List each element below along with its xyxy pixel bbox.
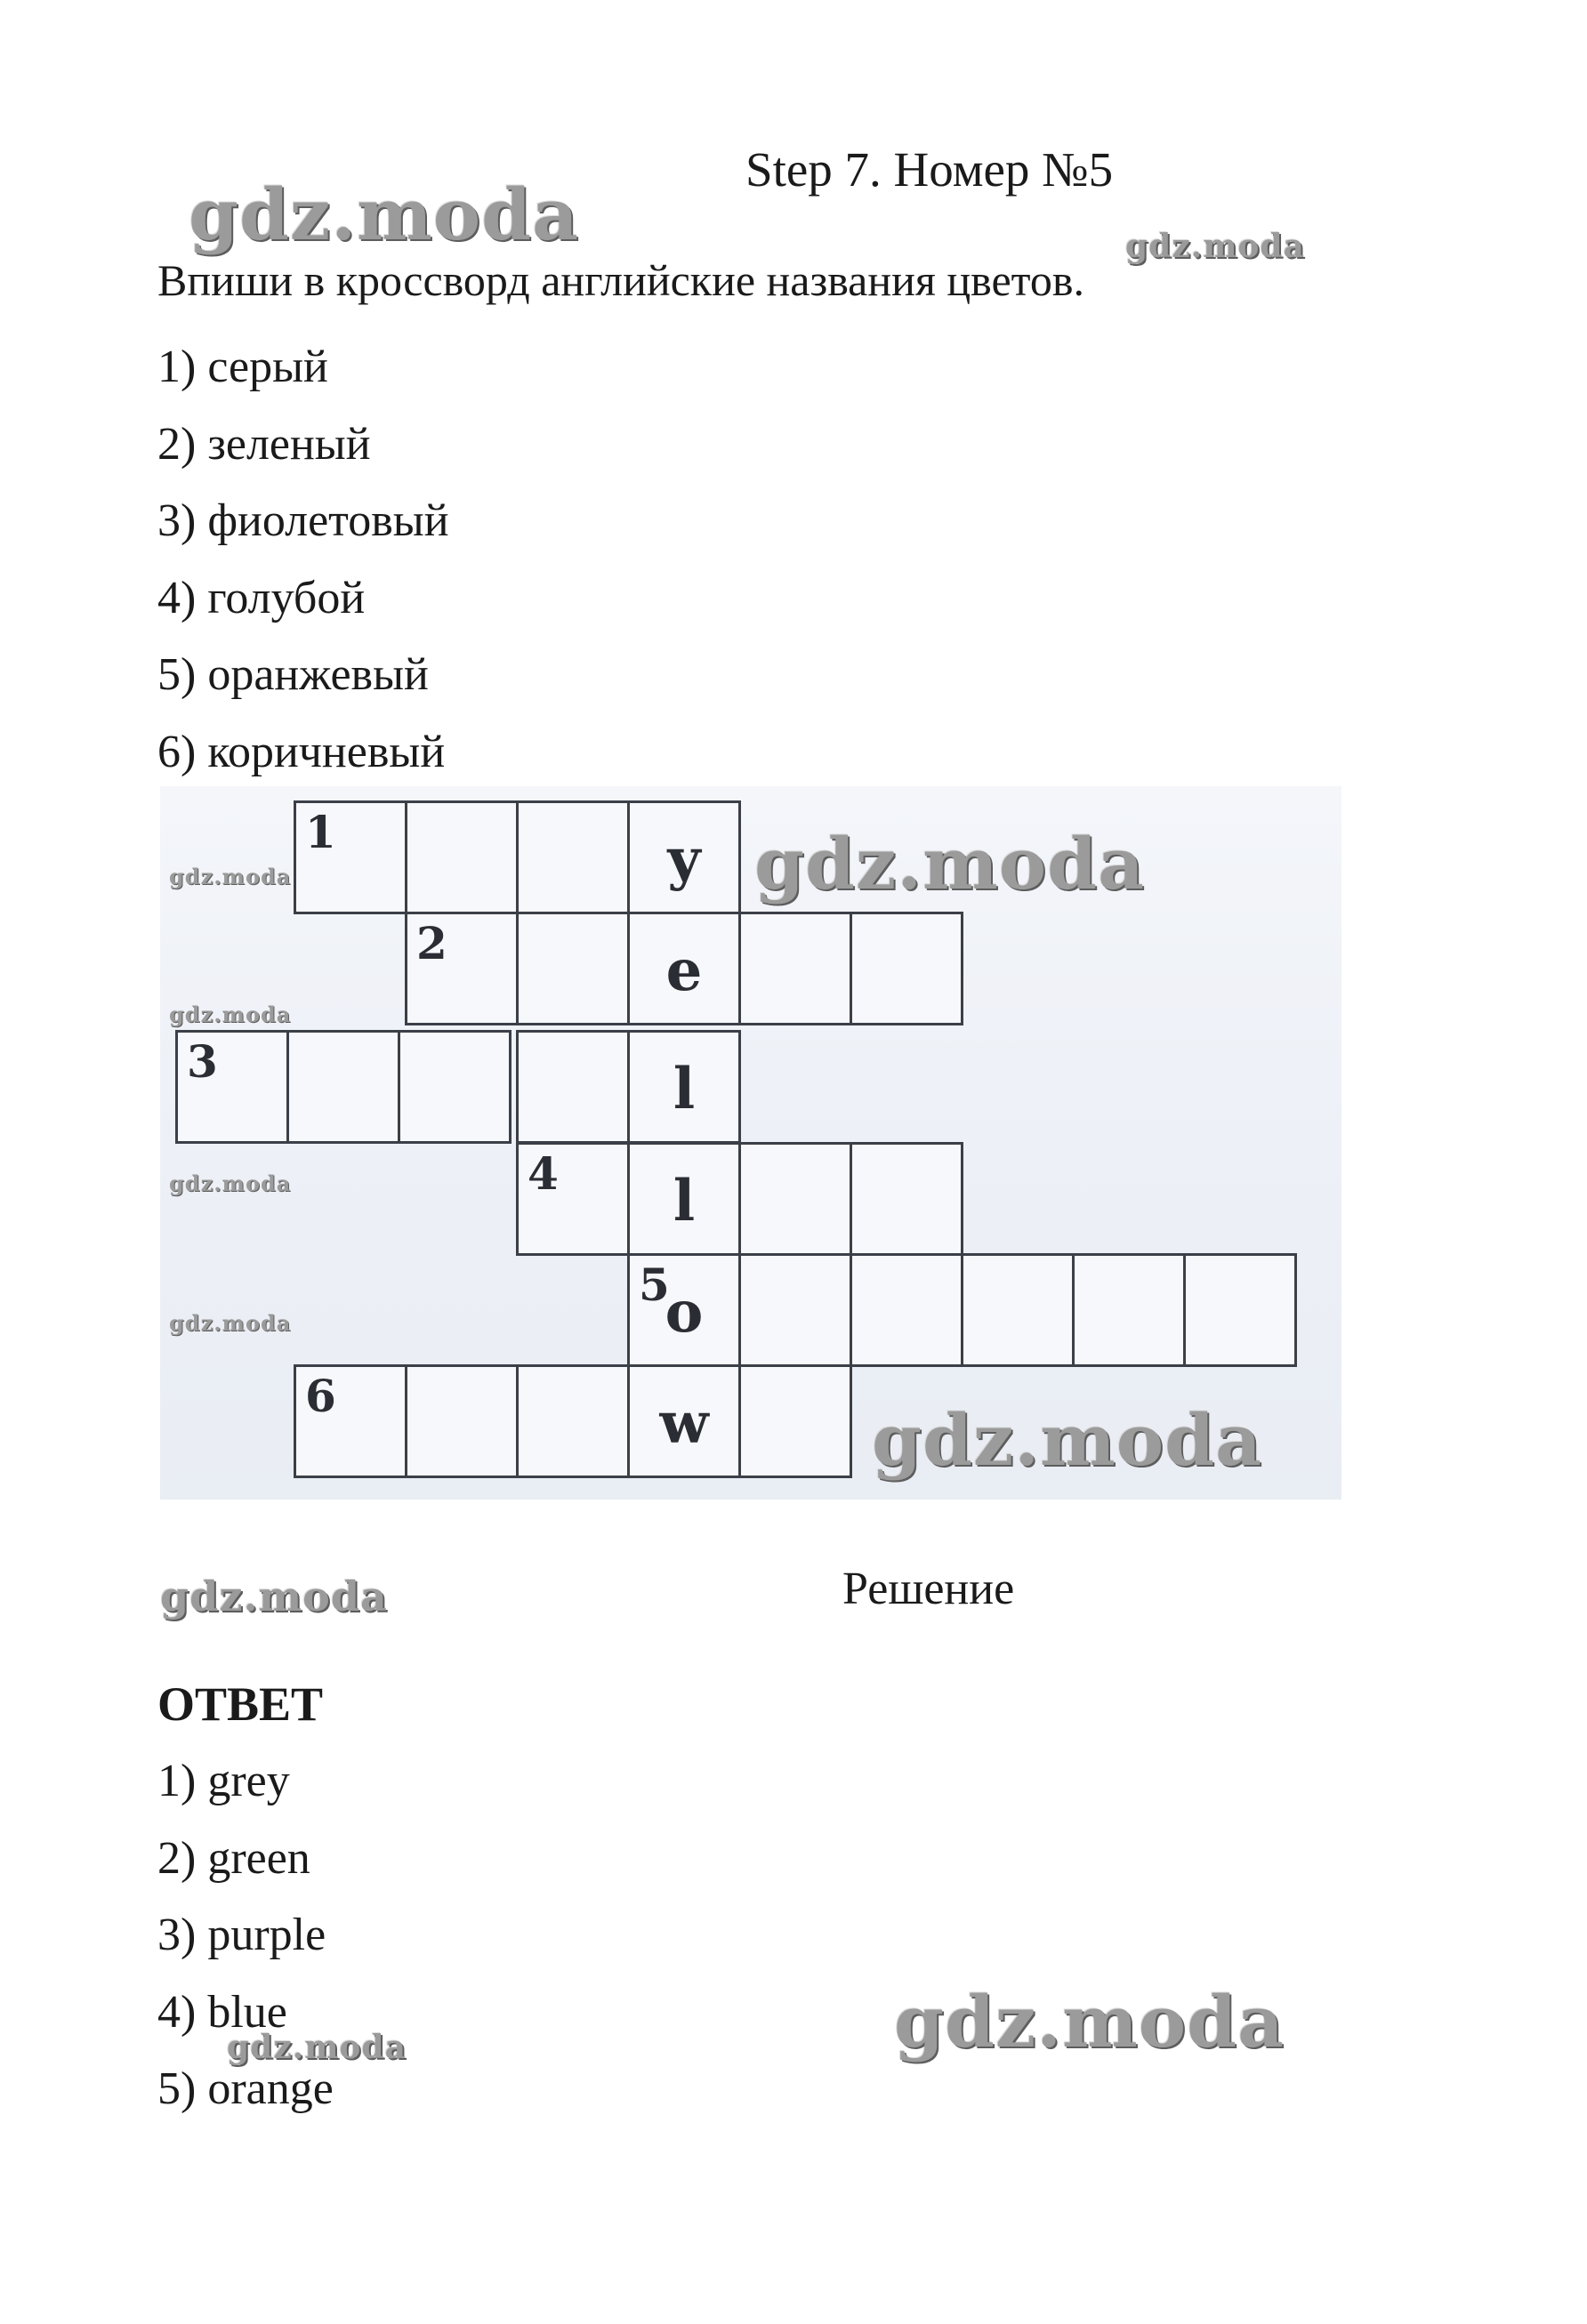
watermark: gdz.moda (227, 2029, 407, 2066)
answer-item: 4) blue (157, 1986, 287, 2038)
crossword-letter: o (665, 1279, 704, 1346)
crossword-cell (627, 1253, 741, 1367)
crossword-cell (738, 1253, 852, 1367)
crossword-cell (516, 1364, 630, 1478)
crossword-cell (961, 1253, 1075, 1367)
answer-item: 1) grey (157, 1756, 290, 1806)
crossword-number: 4 (528, 1147, 559, 1200)
question-item: 5) оранжевый (157, 649, 429, 700)
crossword-letter: l (673, 1056, 696, 1122)
page-title: Step 7. Номер №5 (745, 142, 1114, 197)
answer-item: 2) green (157, 1832, 310, 1884)
crossword-cell (294, 1364, 407, 1478)
crossword-cell (405, 800, 519, 914)
task-instruction: Впиши в кроссворд английские названия цветов. (157, 255, 1084, 305)
question-item: 2) зеленый (157, 418, 371, 470)
watermark: gdz.moda (169, 1310, 292, 1336)
crossword-letter: e (665, 937, 703, 1004)
crossword-cell (627, 800, 741, 914)
crossword-number: 5 (639, 1258, 670, 1311)
crossword-cell (627, 912, 741, 1025)
crossword-cell (286, 1030, 400, 1144)
crossword-number: 2 (416, 917, 447, 969)
answer-list (157, 1743, 334, 2128)
question-item: 4) голубой (157, 572, 366, 623)
crossword-cell (405, 1364, 519, 1478)
watermark: gdz.moda (189, 173, 579, 256)
answer-item: 5) orange (157, 2063, 334, 2114)
crossword-cell (850, 1142, 963, 1256)
crossword-letter: y (667, 826, 701, 893)
watermark: gdz.moda (894, 1980, 1285, 2063)
crossword-cell (738, 1364, 852, 1478)
watermark: gdz.moda (169, 1170, 292, 1196)
crossword-cell (516, 800, 630, 914)
crossword-image (160, 786, 1341, 1500)
question-item: 6) коричневый (157, 726, 446, 777)
crossword-cell (627, 1030, 741, 1144)
question-item: 1) серый (157, 342, 328, 392)
answer-item: 3) purple (157, 1910, 326, 1960)
crossword-cell (405, 912, 519, 1025)
crossword-letter: w (659, 1390, 709, 1457)
crossword-cell (398, 1030, 512, 1144)
watermark: gdz.moda (872, 1398, 1262, 1482)
crossword-number: 6 (305, 1370, 336, 1422)
crossword-cell (516, 1142, 630, 1256)
watermark: gdz.moda (169, 864, 292, 889)
crossword-cell (1183, 1253, 1297, 1367)
crossword-cell (627, 1142, 741, 1256)
watermark: gdz.moda (169, 1001, 292, 1027)
crossword-cell (738, 912, 852, 1025)
crossword-cell (738, 1142, 852, 1256)
watermark: gdz.moda (160, 1572, 388, 1620)
solution-label: Решение (842, 1564, 1015, 1614)
question-item: 3) фиолетовый (157, 495, 449, 546)
crossword-cell (627, 1364, 741, 1478)
crossword-cell (1072, 1253, 1186, 1367)
crossword-letter: l (673, 1168, 696, 1234)
question-list (157, 329, 449, 791)
crossword-cell (850, 1253, 963, 1367)
crossword-number: 1 (305, 806, 336, 858)
crossword-cell (294, 800, 407, 914)
crossword-cell (516, 912, 630, 1025)
watermark: gdz.moda (754, 822, 1145, 905)
answer-heading: ОТВЕТ (157, 1677, 324, 1731)
crossword-cell (516, 1030, 630, 1144)
crossword-cell (175, 1030, 289, 1144)
crossword-cell (850, 912, 963, 1025)
watermark: gdz.moda (1125, 228, 1305, 265)
crossword-number: 3 (187, 1035, 218, 1088)
